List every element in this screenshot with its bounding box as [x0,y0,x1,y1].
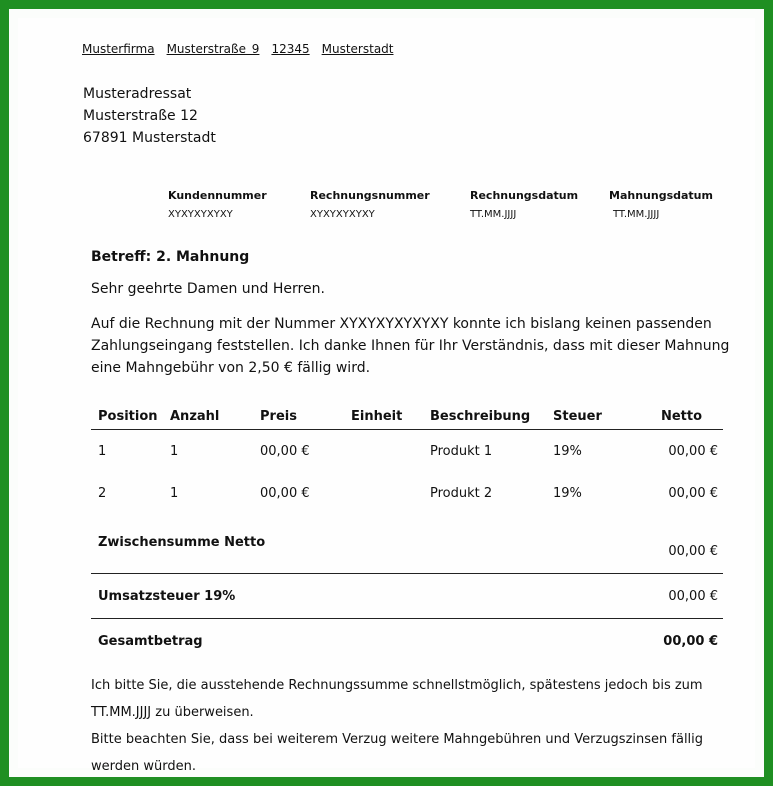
cell-price: 00,00 € [260,444,310,459]
cell-net: 00,00 € [668,486,718,501]
intro-line-3: eine Mahngebühr von 2,50 € fällig wird. [91,360,371,376]
sender-zip: 12345 [271,42,310,56]
cell-quantity: 1 [170,444,179,459]
sender-company: Musterfirma [82,42,155,56]
cell-net: 00,00 € [668,444,718,459]
intro-line-2: Zahlungseingang feststellen. Ich danke Ihnen für Ihr Verständnis, dass mit dieser Mahnung [91,338,730,354]
cell-tax: 19% [553,486,582,501]
closing-line-1: Ich bitte Sie, die ausstehende Rechnungssumme schnellstmöglich, spätestens jedoch bis zum [91,678,703,693]
recipient-street: Musterstraße 12 [83,108,198,124]
col-header-quantity: Anzahl [170,409,220,424]
meta-label-invoice-number: Rechnungsnummer [310,189,430,202]
cell-description: Produkt 1 [430,444,493,459]
sender-street: Musterstraße 9 [166,42,260,56]
grand-total-value: 00,00 € [663,634,718,649]
closing-line-3: Bitte beachten Sie, dass bei weiterem Verzug weitere Mahngebühren und Verzugszinsen fällig [91,732,704,747]
subtotal-divider [91,573,723,574]
col-header-description: Beschreibung [430,409,531,424]
col-header-price: Preis [260,409,297,424]
subtotal-label: Zwischensumme Netto [98,535,266,550]
cell-position: 1 [98,444,107,459]
subtotal-value: 00,00 € [668,544,718,559]
sender-city: Musterstadt [321,42,394,56]
greeting: Sehr geehrte Damen und Herren. [91,281,325,297]
meta-value-reminder-date: TT.MM.JJJJ [613,209,660,220]
subject-line: Betreff: 2. Mahnung [91,249,250,265]
meta-label-invoice-date: Rechnungsdatum [470,189,579,202]
cell-price: 00,00 € [260,486,310,501]
sender-line [82,42,406,56]
col-header-unit: Einheit [351,409,403,424]
grand-total-label: Gesamtbetrag [98,634,203,649]
meta-label-reminder-date: Mahnungsdatum [609,189,713,202]
cell-position: 2 [98,486,107,501]
col-header-tax: Steuer [553,409,602,424]
vat-label: Umsatzsteuer 19% [98,589,236,604]
vat-divider [91,618,723,619]
recipient-name: Musteradressat [83,86,192,102]
col-header-net: Netto [660,409,702,424]
meta-value-customer-number: XYXYXYXYXY [168,209,233,220]
meta-label-customer-number: Kundennummer [168,189,267,202]
cell-tax: 19% [553,444,582,459]
recipient-city: 67891 Musterstadt [83,130,216,146]
meta-value-invoice-number: XYXYXYXYXY [310,209,375,220]
intro-line-1: Auf die Rechnung mit der Nummer XYXYXYXYXYXY konnte ich bislang keinen passenden [91,316,712,332]
closing-line-4: werden würden. [91,759,196,774]
cell-quantity: 1 [170,486,179,501]
table-header-divider [91,429,723,430]
col-header-position: Position [98,409,158,424]
vat-value: 00,00 € [668,589,718,604]
cell-description: Produkt 2 [430,486,493,501]
meta-value-invoice-date: TT.MM.JJJJ [470,209,517,220]
invoice-page [18,18,755,774]
closing-line-2: TT.MM.JJJJ zu überweisen. [91,705,254,720]
